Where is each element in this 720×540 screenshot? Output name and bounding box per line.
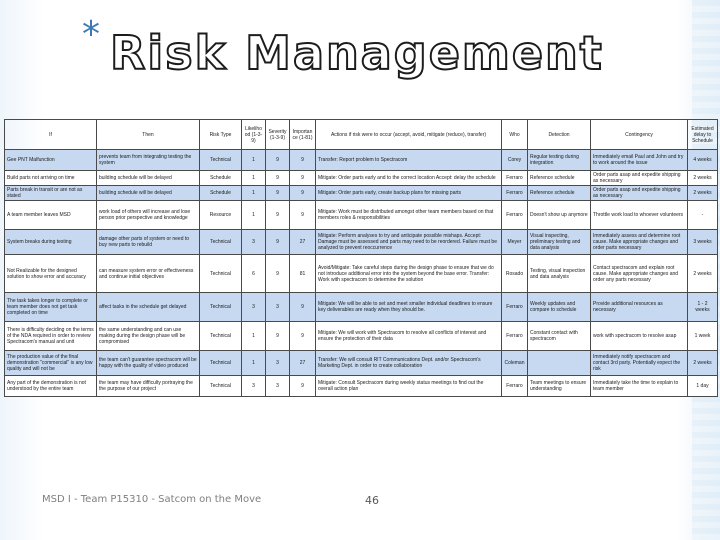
importance-cell: 9 xyxy=(290,186,316,201)
page-title: Risk Management xyxy=(110,26,604,80)
detection-cell: Visual inspecting, preliminary testing and data analysis xyxy=(528,230,591,255)
importance-cell: 9 xyxy=(290,201,316,230)
risk-type-cell: Technical xyxy=(200,255,242,293)
header-risk-type: Risk Type xyxy=(200,120,242,150)
table-row xyxy=(5,255,718,293)
header-contingency: Contingency xyxy=(591,120,688,150)
table-row xyxy=(5,201,718,230)
severity-cell: 9 xyxy=(266,171,290,186)
contingency-cell: Immediately notify spectracom and contact 3rd party. Potentially expect the risk xyxy=(591,351,688,376)
header-likelihood: Likelihood (1-3-9) xyxy=(242,120,266,150)
risk-type-cell: Resource xyxy=(200,201,242,230)
contingency-cell: Immediately assess and determine root cause. Make appropriate changes and order parts necessary xyxy=(591,230,688,255)
then-cell: the team can't guarantee spectracom will be happy with the quality of video produced xyxy=(97,351,200,376)
if-cell: Gee PNT Malfunction xyxy=(5,150,97,171)
risk-type-cell: Technical xyxy=(200,230,242,255)
delay-cell: 2 weeks xyxy=(688,171,718,186)
who-cell: Ferraro xyxy=(502,171,528,186)
severity-cell: 9 xyxy=(266,150,290,171)
if-cell: The production value of the final demonstration "commercial" is any low quality and will not be xyxy=(5,351,97,376)
detection-cell: Reference schedule xyxy=(528,186,591,201)
header-severity: Severity (1-3-9) xyxy=(266,120,290,150)
table-row xyxy=(5,351,718,376)
then-cell: affect tasks in the schedule get delayed xyxy=(97,293,200,322)
contingency-cell: Contact spectracom and explain root cause. Make appropriate changes and order any parts necessary xyxy=(591,255,688,293)
header-estimated-delay: Estimated delay to Schedule xyxy=(688,120,718,150)
detection-cell: Constant contact with spectracom xyxy=(528,322,591,351)
actions-cell: Mitigate: Order parts early and to the correct location Accept: delay the schedule xyxy=(316,171,502,186)
contingency-cell: Order parts asap and expedite shipping as necessary xyxy=(591,186,688,201)
then-cell: prevents team from integrating testing the system xyxy=(97,150,200,171)
contingency-cell: Provide additional resources as necessary xyxy=(591,293,688,322)
actions-cell: Avoid/Mitigate: Take careful steps during the design phase to ensure that we do not introduce additional error into the system beyond the base error. Transfer: Work with spectracom to determine the solution xyxy=(316,255,502,293)
delay-cell: - xyxy=(688,201,718,230)
risk-table xyxy=(4,119,718,397)
actions-cell: Mitigate: Consult Spectracom during weekly status meetings to find out the overall action plan xyxy=(316,376,502,397)
likelihood-cell: 1 xyxy=(242,351,266,376)
detection-cell: Weekly updates and compare to schedule xyxy=(528,293,591,322)
contingency-cell: work with spectracom to resolve asap xyxy=(591,322,688,351)
table-row xyxy=(5,322,718,351)
risk-type-cell: Technical xyxy=(200,322,242,351)
then-cell: work load of others will increase and lose person prior perspective and knowledge xyxy=(97,201,200,230)
risk-type-cell: Technical xyxy=(200,150,242,171)
actions-cell: Mitigate: Order parts early, create backup plans for missing parts xyxy=(316,186,502,201)
delay-cell: 3 weeks xyxy=(688,230,718,255)
importance-cell: 9 xyxy=(290,293,316,322)
table-row xyxy=(5,150,718,171)
actions-cell: Mitigate: We will be able to set and meet smaller individual deadlines to ensure key deliverables are ready when they should be. xyxy=(316,293,502,322)
header-who: Who xyxy=(502,120,528,150)
severity-cell: 9 xyxy=(266,322,290,351)
delay-cell: 1 day xyxy=(688,376,718,397)
delay-cell: 2 weeks xyxy=(688,255,718,293)
if-cell: The task takes longer to complete or team member does not get task completed on time xyxy=(5,293,97,322)
risk-table-container xyxy=(4,119,717,397)
actions-cell: Mitigate: Perform analyses to try and anticipate possible mishaps. Accept: Damage must be assessed and parts may need to be reordered. Failure must be analyzed to prevent reoccurrence xyxy=(316,230,502,255)
contingency-cell: Immediately email Paul and John and try to work around the issue xyxy=(591,150,688,171)
then-cell: building schedule will be delayed xyxy=(97,186,200,201)
delay-cell: 1 - 2 weeks xyxy=(688,293,718,322)
severity-cell: 9 xyxy=(266,186,290,201)
if-cell: There is difficulty deciding on the terms of the NDA required in order to review Spectracom's manual and unit xyxy=(5,322,97,351)
severity-cell: 9 xyxy=(266,201,290,230)
header-if: If xyxy=(5,120,97,150)
likelihood-cell: 1 xyxy=(242,171,266,186)
risk-type-cell: Technical xyxy=(200,376,242,397)
who-cell: Coleman xyxy=(502,351,528,376)
risk-table-body xyxy=(5,150,718,397)
actions-cell: Mitigate: We will work with Spectracom to resolve all conflicts of interest and ensure the protection of their data xyxy=(316,322,502,351)
importance-cell: 81 xyxy=(290,255,316,293)
who-cell: Ferraro xyxy=(502,186,528,201)
table-row xyxy=(5,293,718,322)
risk-type-cell: Schedule xyxy=(200,186,242,201)
importance-cell: 9 xyxy=(290,322,316,351)
likelihood-cell: 3 xyxy=(242,230,266,255)
header-detection: Detection xyxy=(528,120,591,150)
if-cell: Build parts not arriving on time xyxy=(5,171,97,186)
detection-cell: Regular testing during integration xyxy=(528,150,591,171)
delay-cell: 4 weeks xyxy=(688,150,718,171)
who-cell: Corey xyxy=(502,150,528,171)
table-row xyxy=(5,186,718,201)
bullet-star-icon: * xyxy=(82,14,100,55)
actions-cell: Transfer: We will consult RIT Communications Dept. and/or Spectracom's Marketing Dept. in order to create collaboration xyxy=(316,351,502,376)
contingency-cell: Immediately take the time to explain to team member xyxy=(591,376,688,397)
who-cell: Ferraro xyxy=(502,376,528,397)
who-cell: Ferraro xyxy=(502,322,528,351)
table-row xyxy=(5,171,718,186)
likelihood-cell: 1 xyxy=(242,201,266,230)
severity-cell: 3 xyxy=(266,293,290,322)
who-cell: Rosado xyxy=(502,255,528,293)
likelihood-cell: 3 xyxy=(242,293,266,322)
contingency-cell: Order parts asap and expedite shipping as necessary xyxy=(591,171,688,186)
delay-cell: 2 weeks xyxy=(688,186,718,201)
header-importance: Importance (1-81) xyxy=(290,120,316,150)
detection-cell: Team meetings to ensure understanding xyxy=(528,376,591,397)
footer-text: MSD I - Team P15310 - Satcom on the Move xyxy=(42,494,262,505)
likelihood-cell: 3 xyxy=(242,376,266,397)
detection-cell: Reference schedule xyxy=(528,171,591,186)
table-header-row xyxy=(5,120,718,150)
importance-cell: 27 xyxy=(290,230,316,255)
who-cell: Ferraro xyxy=(502,201,528,230)
who-cell: Ferraro xyxy=(502,293,528,322)
delay-cell: 1 week xyxy=(688,322,718,351)
page-number: 46 xyxy=(365,494,379,507)
detection-cell: Testing, visual inspection and data analysis xyxy=(528,255,591,293)
likelihood-cell: 1 xyxy=(242,186,266,201)
severity-cell: 3 xyxy=(266,351,290,376)
if-cell: A team member leaves MSD xyxy=(5,201,97,230)
if-cell: Parts break in transit or are not as stated xyxy=(5,186,97,201)
likelihood-cell: 1 xyxy=(242,150,266,171)
table-row xyxy=(5,230,718,255)
delay-cell: 2 weeks xyxy=(688,351,718,376)
then-cell: the same understanding and can use making during the design phase will be compromised xyxy=(97,322,200,351)
importance-cell: 9 xyxy=(290,171,316,186)
who-cell: Meyer xyxy=(502,230,528,255)
importance-cell: 9 xyxy=(290,150,316,171)
if-cell: System breaks during testing xyxy=(5,230,97,255)
risk-type-cell: Technical xyxy=(200,293,242,322)
header-then: Then xyxy=(97,120,200,150)
detection-cell xyxy=(528,351,591,376)
then-cell: the team may have difficulty portraying the the purpose of our project xyxy=(97,376,200,397)
actions-cell: Transfer: Report problem to Spectracom xyxy=(316,150,502,171)
detection-cell: Doesn't show up anymore xyxy=(528,201,591,230)
risk-type-cell: Technical xyxy=(200,351,242,376)
then-cell: damage other parts of system or need to buy new parts to rebuild xyxy=(97,230,200,255)
actions-cell: Mitigate: Work must be distributed amongst other team members based on that members roles & responsibilities xyxy=(316,201,502,230)
risk-type-cell: Schedule xyxy=(200,171,242,186)
header-actions: Actions if risk were to occur (accept, avoid, mitigate (reduce), transfer) xyxy=(316,120,502,150)
if-cell: Not Realizable for the designed solution to show error and accuracy xyxy=(5,255,97,293)
then-cell: building schedule will be delayed xyxy=(97,171,200,186)
then-cell: can measure system error or effectiveness and continue initial objectives xyxy=(97,255,200,293)
table-row xyxy=(5,376,718,397)
likelihood-cell: 1 xyxy=(242,322,266,351)
contingency-cell: Throttle work load to whoever volunteers xyxy=(591,201,688,230)
likelihood-cell: 6 xyxy=(242,255,266,293)
severity-cell: 9 xyxy=(266,255,290,293)
severity-cell: 3 xyxy=(266,376,290,397)
severity-cell: 9 xyxy=(266,230,290,255)
importance-cell: 27 xyxy=(290,351,316,376)
importance-cell: 9 xyxy=(290,376,316,397)
if-cell: Any part of the demonstration is not understood by the entire team xyxy=(5,376,97,397)
